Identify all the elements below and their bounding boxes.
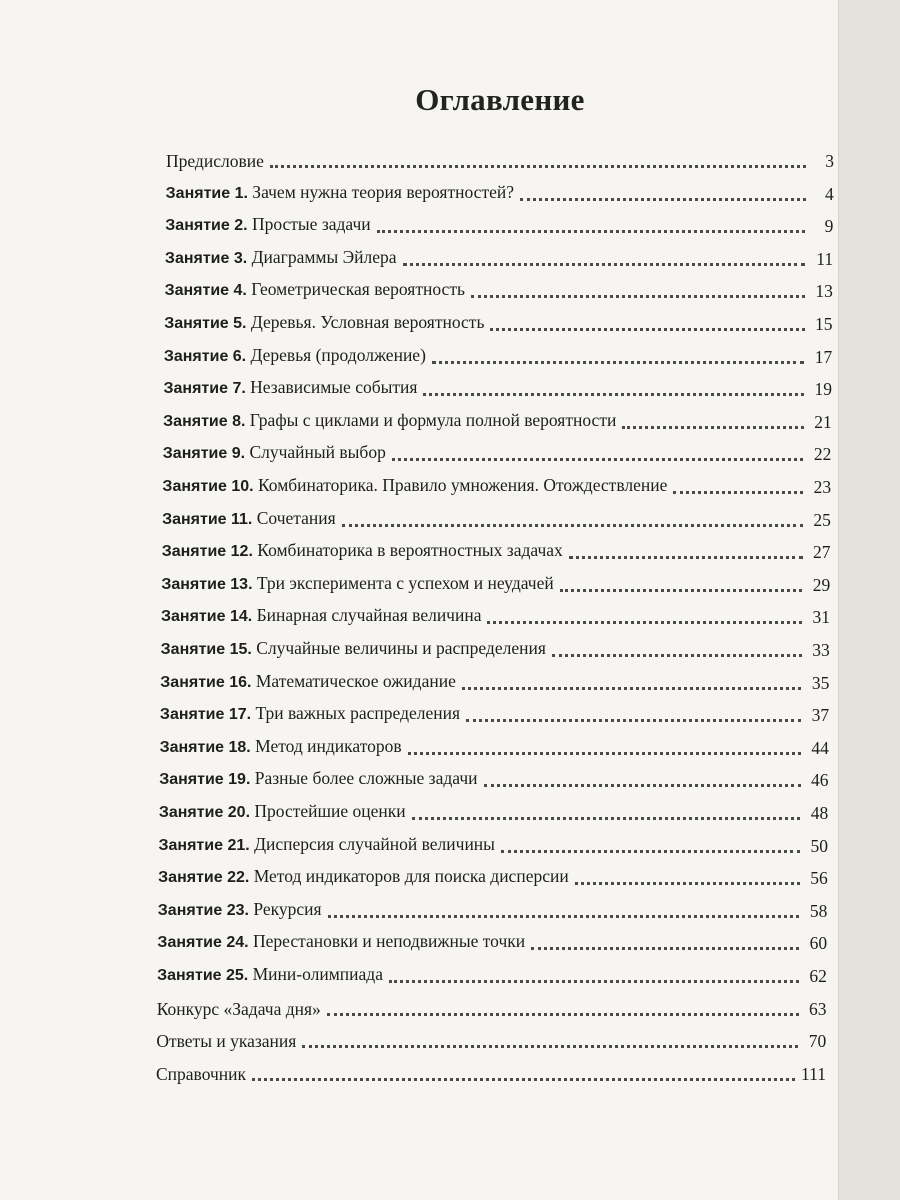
lesson-number: Занятие 25. <box>157 967 249 984</box>
dot-leader <box>501 850 800 853</box>
dot-leader <box>432 361 804 364</box>
toc-entry <box>159 825 829 857</box>
toc-page-number: 21 <box>814 411 832 432</box>
toc-entry-label <box>157 963 389 987</box>
toc-page-number: 15 <box>815 314 833 334</box>
toc-entry-title: Геометрическая вероятность <box>251 279 465 300</box>
dot-leader <box>462 687 802 690</box>
lesson-number: Занятие 4. <box>164 282 247 300</box>
toc-entry <box>164 303 832 335</box>
toc-entry-title: Математическое ожидание <box>255 670 456 691</box>
toc-page-number: 56 <box>810 868 828 889</box>
lesson-number: Занятие 9. <box>162 445 246 463</box>
toc-entry-title: Зачем нужна теория вероятностей? <box>252 181 514 202</box>
toc-entry <box>165 238 833 270</box>
dot-leader <box>673 491 803 494</box>
toc-page-number: 27 <box>813 542 831 563</box>
dot-leader <box>270 165 806 168</box>
toc-page-number: 33 <box>812 640 830 660</box>
toc-entry <box>160 694 829 726</box>
toc-page-number: 3 <box>825 151 834 171</box>
lesson-number: Занятие 6. <box>163 347 247 365</box>
toc-page-number: 17 <box>814 346 833 367</box>
toc-page-number: 62 <box>809 966 827 986</box>
toc-entry <box>159 759 828 791</box>
toc-page-number: 31 <box>812 607 830 628</box>
toc-entry-title: Ответы и указания <box>156 1031 297 1052</box>
dot-leader <box>389 980 799 983</box>
lesson-number: Занятие 18. <box>159 738 251 756</box>
toc-entry-label <box>164 376 424 400</box>
dot-leader <box>392 458 804 461</box>
toc-entry-title: Комбинаторика. Правило умножения. Отождествление <box>257 475 668 495</box>
dot-leader <box>531 947 799 950</box>
dot-leader <box>471 295 805 298</box>
toc-entry <box>161 629 830 661</box>
toc-page-number: 35 <box>811 672 830 693</box>
toc-entry-title: Комбинаторика в вероятностных задачах <box>257 540 563 561</box>
toc-entry-title: Дисперсия случайной величины <box>254 833 495 854</box>
lesson-number: Занятие 5. <box>164 315 247 332</box>
lesson-number: Занятие 13. <box>161 575 253 593</box>
dot-leader <box>552 654 802 657</box>
lesson-number: Занятие 21. <box>158 836 250 854</box>
toc-entry-label <box>161 637 552 661</box>
dot-leader <box>302 1045 798 1048</box>
toc-entry-label <box>158 898 328 922</box>
toc-entry-title: Случайные величины и распределения <box>256 638 546 658</box>
toc-entry <box>165 270 833 302</box>
toc-page-number: 22 <box>813 444 832 465</box>
toc-entry-title: Предисловие <box>166 151 264 171</box>
toc-entry-title: Три эксперимента с успехом и неудачей <box>256 572 554 593</box>
toc-entry-label <box>162 539 569 563</box>
toc-entry-label <box>166 150 270 172</box>
lesson-number: Занятие 16. <box>160 673 252 691</box>
toc-entry-label <box>157 998 327 1020</box>
dot-leader <box>569 556 803 559</box>
dot-leader <box>490 328 804 331</box>
dot-leader <box>327 1013 799 1016</box>
toc-page-number: 23 <box>813 477 832 497</box>
lesson-number: Занятие 11. <box>162 510 253 528</box>
dot-leader <box>252 1078 795 1081</box>
dot-leader <box>328 915 800 918</box>
toc-entry-title: Сочетания <box>256 507 336 528</box>
toc-entry-title: Деревья (продолжение) <box>250 344 426 365</box>
page-edge <box>838 0 900 1200</box>
toc-page-number: 11 <box>816 248 834 269</box>
toc-entry-label <box>165 213 376 237</box>
toc-entry <box>160 727 829 759</box>
toc-page-number: 46 <box>811 770 829 791</box>
lesson-number: Занятие 23. <box>157 901 249 919</box>
toc-page-number: 60 <box>809 933 828 954</box>
toc-entry-title: Простые задачи <box>251 214 371 235</box>
toc-entry <box>161 596 830 628</box>
dot-leader <box>484 784 801 787</box>
toc-entry <box>166 173 834 205</box>
toc-entry-label <box>163 441 392 465</box>
dot-leader <box>560 589 803 592</box>
toc-page-number: 70 <box>808 1031 827 1052</box>
lesson-number: Занятие 22. <box>158 869 250 887</box>
toc-entry-label <box>160 735 408 759</box>
toc-entry-title: Диаграммы Эйлера <box>251 246 397 267</box>
lesson-number: Занятие 24. <box>157 934 249 952</box>
toc-entry-title: Независимые события <box>250 377 418 398</box>
toc-page-number: 50 <box>810 835 828 856</box>
toc-entry-title: Справочник <box>156 1063 247 1084</box>
toc-entry-title: Мини-олимпиада <box>252 964 383 984</box>
dot-leader <box>408 752 801 755</box>
toc-entry-label <box>156 1030 302 1052</box>
lesson-number: Занятие 3. <box>164 249 248 267</box>
toc-entry-label <box>165 246 403 270</box>
lesson-number: Занятие 14. <box>161 608 253 626</box>
toc-entry-title: Перестановки и неподвижные точки <box>252 931 526 952</box>
toc-entry-title: Графы с циклами и формула полной вероятности <box>249 409 617 430</box>
lesson-number: Занятие 19. <box>159 771 251 789</box>
dot-leader <box>412 817 801 820</box>
toc-entry-label <box>164 344 432 368</box>
toc-entry-label <box>164 311 490 335</box>
toc-entry <box>164 368 833 400</box>
toc-entry-title: Деревья. Условная вероятность <box>250 312 485 332</box>
dot-leader <box>575 882 800 885</box>
lesson-number: Занятие 1. <box>165 184 248 202</box>
toc-entry <box>162 466 831 498</box>
toc-entry <box>156 1053 826 1085</box>
lesson-number: Занятие 2. <box>165 217 248 235</box>
toc-page-number: 9 <box>824 216 834 237</box>
dot-leader <box>403 263 806 266</box>
toc-entry-title: Простейшие оценки <box>254 801 406 821</box>
toc-entry-label <box>162 474 673 498</box>
toc-entry-title: Рекурсия <box>253 898 322 919</box>
toc-page-number: 58 <box>809 900 828 921</box>
toc-entry <box>160 662 829 694</box>
toc-entry-title: Три важных распределения <box>255 703 461 724</box>
toc-entry-label <box>158 865 575 889</box>
toc-entry-title: Метод индикаторов <box>255 735 402 756</box>
toc-entry-label <box>163 409 622 433</box>
lesson-number: Занятие 8. <box>163 412 246 430</box>
toc-entry-title: Бинарная случайная величина <box>256 605 482 626</box>
page-title: Оглавление <box>415 82 585 117</box>
toc-entry-label <box>165 278 471 302</box>
toc-entry <box>157 922 827 954</box>
toc-entry <box>157 988 827 1020</box>
toc-entry <box>165 205 833 237</box>
toc-entry-label <box>162 507 342 531</box>
lesson-number: Занятие 15. <box>160 641 252 658</box>
toc-entry <box>161 564 830 596</box>
toc-entry-label <box>156 1063 252 1085</box>
toc-page-number: 29 <box>812 574 831 595</box>
dot-leader <box>520 198 806 201</box>
toc-entry-label <box>161 572 559 596</box>
lesson-number: Занятие 20. <box>158 804 251 821</box>
lesson-number: Занятие 17. <box>159 706 252 724</box>
toc-entry-title: Случайный выбор <box>249 442 386 463</box>
toc-entry-label <box>159 833 501 857</box>
dot-leader <box>377 230 806 233</box>
toc-entry-label <box>160 670 462 694</box>
toc-entry <box>163 401 832 433</box>
dot-leader <box>487 621 802 624</box>
toc-entry-title: Конкурс «Задача дня» <box>156 998 321 1019</box>
toc-page-number: 4 <box>824 183 834 204</box>
toc-entry-label <box>160 702 466 726</box>
toc-entry <box>164 336 832 368</box>
toc-entry <box>158 890 828 922</box>
toc-page-number: 111 <box>801 1063 826 1084</box>
toc-entry <box>162 499 831 531</box>
dot-leader <box>466 719 801 722</box>
toc-entry-title: Разные более сложные задачи <box>254 768 478 789</box>
dot-leader <box>423 393 804 396</box>
toc-entry <box>166 140 834 172</box>
toc-entry-label <box>159 767 483 791</box>
toc-page-number: 25 <box>813 509 831 530</box>
toc-entry-label <box>161 604 487 628</box>
toc-entry <box>163 433 832 465</box>
toc-page-number: 37 <box>811 705 830 726</box>
lesson-number: Занятие 7. <box>163 380 246 398</box>
toc-entry <box>157 955 827 987</box>
toc-entry-label <box>157 930 531 954</box>
toc-page-number: 44 <box>811 737 829 758</box>
lesson-number: Занятие 10. <box>162 478 254 495</box>
toc-entry-title: Метод индикаторов для поиска дисперсии <box>253 866 569 887</box>
dot-leader <box>622 426 803 429</box>
toc-page-number: 48 <box>810 803 829 823</box>
toc-entry <box>158 857 828 889</box>
lesson-number: Занятие 12. <box>161 543 253 561</box>
toc-entry <box>156 1020 826 1052</box>
toc-page-number: 13 <box>815 281 833 302</box>
toc-entry <box>162 531 831 563</box>
toc-entry-label <box>159 800 412 824</box>
toc-page-number: 63 <box>809 998 827 1019</box>
toc-page-number: 19 <box>814 379 832 400</box>
dot-leader <box>342 524 803 527</box>
toc-entry <box>159 792 828 824</box>
toc-entry-label <box>166 181 520 205</box>
